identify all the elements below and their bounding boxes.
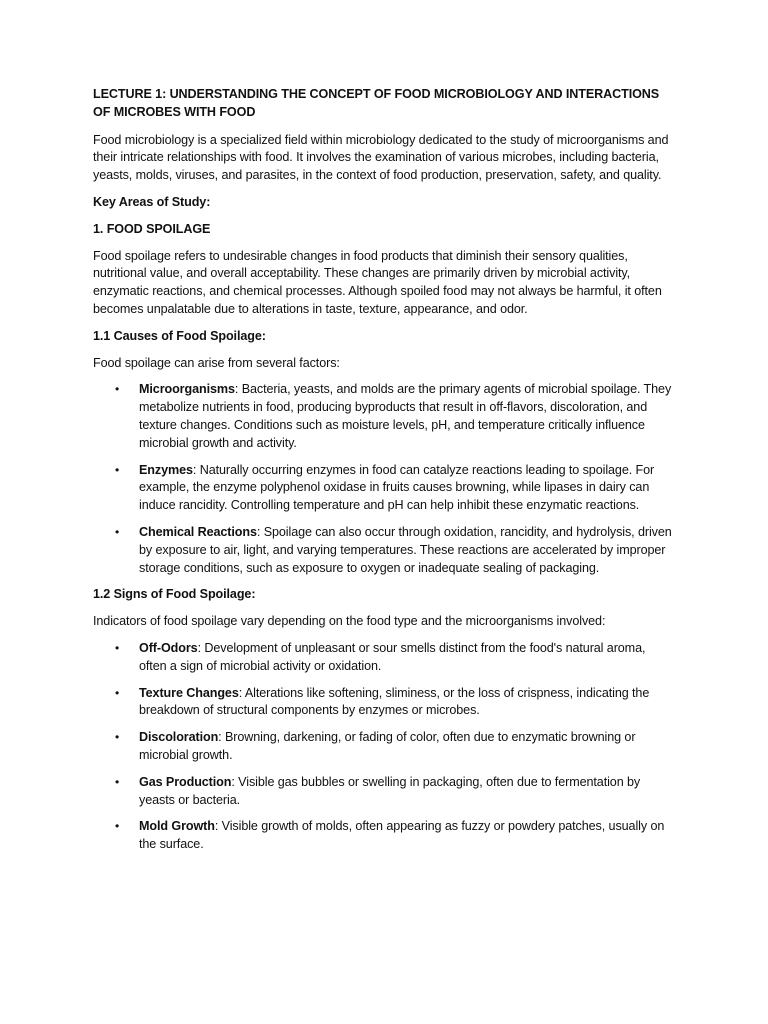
list-item — [93, 381, 676, 452]
key-areas-heading: Key Areas of Study: — [93, 194, 211, 209]
causes-list — [93, 381, 676, 577]
list-item-text: : Browning, darkening, or fading of color, often due to enzymatic browning or microbial growth. — [139, 730, 636, 762]
bullet-icon: • — [115, 640, 120, 655]
bullet-icon: • — [115, 524, 120, 539]
list-item-text: : Spoilage can also occur through oxidation, rancidity, and hydrolysis, driven by exposure to air, light, and varying temperatures. These reactions are accelerated by improper storage conditions, such as exposure to oxygen or inadequate sealing of packaging. — [139, 524, 672, 575]
list-item-text: : Visible gas bubbles or swelling in packaging, often due to fermentation by yeasts or bacteria. — [139, 774, 641, 807]
list-item-term: Discoloration — [139, 730, 219, 745]
list-item-text: : Development of unpleasant or sour smells distinct from the food's natural aroma, often a sign of microbial activity or oxidation. — [139, 640, 646, 673]
list-item-text: : Naturally occurring enzymes in food can catalyze reactions leading to spoilage. For example, the enzyme polyphenol oxidase in fruits causes browning, while lipases in dairy can induce rancidity. Controlling temperature and pH can help inhibit these enzymatic reactions. — [139, 462, 655, 513]
list-item-text: : Alterations like softening, sliminess, or the loss of crispness, indicating the breakdown of structural components by enzymes or microbes. — [139, 685, 650, 718]
list-item-term: Microorganisms — [139, 382, 235, 397]
food-spoilage-paragraph: Food spoilage refers to undesirable changes in food products that diminish their sensory qualities, nutritional value, and overall acceptability. These changes are primarily driven by microbial activity, enzymatic reactions, and chemical processes. Although spoiled food may not always be harmful, it often becomes unpalatable due to alterations in taste, texture, appearance, and odor. — [93, 248, 662, 316]
food-spoilage-heading: 1. FOOD SPOILAGE — [93, 221, 211, 236]
list-item — [93, 729, 676, 765]
signs-intro: Indicators of food spoilage vary depending on the food type and the microorganisms involved: — [93, 614, 606, 629]
list-item — [93, 774, 676, 810]
bullet-icon: • — [115, 685, 120, 700]
list-item — [93, 524, 676, 577]
list-item — [93, 640, 676, 676]
bullet-icon: • — [115, 462, 120, 477]
bullet-icon: • — [115, 382, 120, 397]
list-item-term: Off-Odors — [139, 640, 198, 655]
bullet-icon: • — [115, 774, 120, 789]
signs-list — [93, 640, 676, 854]
lecture-title: LECTURE 1: UNDERSTANDING THE CONCEPT OF FOOD MICROBIOLOGY AND INTERACTIONS OF MICROBES WITH FOOD — [93, 87, 660, 119]
list-item-text: : Bacteria, yeasts, and molds are the primary agents of microbial spoilage. They metabolize nutrients in food, producing byproducts that result in off-flavors, discoloration, and texture changes. Conditions such as moisture levels, pH, and temperature critically influence microbial growth and activity. — [139, 382, 672, 450]
list-item-term: Texture Changes — [139, 685, 239, 700]
list-item-text: : Visible growth of molds, often appearing as fuzzy or powdery patches, usually on the surface. — [139, 819, 665, 852]
list-item-term: Gas Production — [139, 774, 232, 789]
list-item — [93, 685, 676, 721]
list-item-term: Mold Growth — [139, 819, 215, 834]
list-item — [93, 462, 676, 515]
signs-heading: 1.2 Signs of Food Spoilage: — [93, 587, 256, 602]
causes-heading: 1.1 Causes of Food Spoilage: — [93, 328, 266, 343]
intro-paragraph: Food microbiology is a specialized field within microbiology dedicated to the study of microorganisms and their intricate relationships with food. It involves the examination of various microbes, including bacteria, yeasts, molds, viruses, and parasites, in the context of food production, preservation, safety, and quality. — [93, 132, 669, 183]
bullet-icon: • — [115, 819, 120, 834]
bullet-icon: • — [115, 730, 120, 745]
list-item — [93, 818, 676, 854]
list-item-term: Chemical Reactions — [139, 524, 257, 539]
list-item-term: Enzymes — [139, 462, 193, 477]
causes-intro: Food spoilage can arise from several factors: — [93, 355, 340, 370]
